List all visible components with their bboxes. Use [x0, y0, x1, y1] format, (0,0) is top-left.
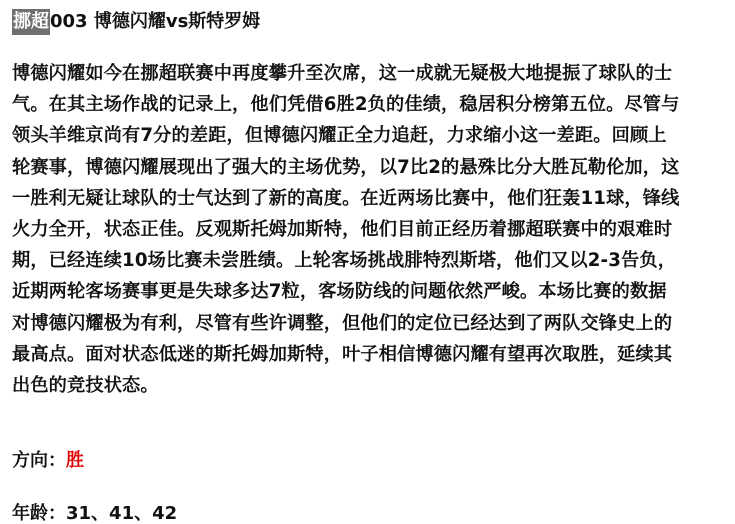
article-line: 轮赛事，博德闪耀展现出了强大的主场优势，以7比2的悬殊比分大胜瓦勒伦加，这 — [12, 156, 680, 178]
page-title — [12, 8, 260, 36]
article-body — [12, 58, 734, 401]
direction-value: 胜 — [66, 450, 84, 471]
match-title: 003 博德闪耀vs斯特罗姆 — [50, 11, 261, 32]
article-line: 出色的竞技状态。 — [12, 375, 159, 397]
league-tag: 挪超 — [12, 9, 50, 35]
article-line: 期，已经连续10场比赛未尝胜绩。上轮客场挑战腓特烈斯塔，他们又以2-3告负， — [12, 250, 677, 272]
article-line: 近期两轮客场赛事更是失球多达7粒，客场防线的问题依然严峻。本场比赛的数据 — [12, 281, 667, 303]
article-line: 最高点。面对状态低迷的斯托姆加斯特，叶子相信博德闪耀有望再次取胜，延续其 — [12, 343, 673, 365]
age-value: 31、41、42 — [66, 503, 178, 524]
article-line: 气。在其主场作战的记录上，他们凭借6胜2负的佳绩，稳居积分榜第五位。尽管与 — [12, 94, 680, 116]
age-label: 年龄： — [12, 503, 66, 524]
article-line: 火力全开，状态正佳。反观斯托姆加斯特，他们目前正经历着挪超联赛中的艰难时 — [12, 219, 673, 241]
article-line: 博德闪耀如今在挪超联赛中再度攀升至次席，这一成就无疑极大地提振了球队的士 — [12, 63, 673, 84]
article-line: 领头羊维京尚有7分的差距，但博德闪耀正全力追赶，力求缩小这一差距。回顾上 — [12, 125, 667, 147]
prediction-age — [12, 500, 177, 524]
prediction-direction — [12, 447, 84, 475]
direction-label: 方向： — [12, 450, 66, 471]
article-line: 一胜利无疑让球队的士气达到了新的高度。在近两场比赛中，他们狂轰11球，锋线 — [12, 187, 680, 209]
article-line: 对博德闪耀极为有利，尽管有些许调整，但他们的定位已经达到了两队交锋史上的 — [12, 312, 673, 334]
